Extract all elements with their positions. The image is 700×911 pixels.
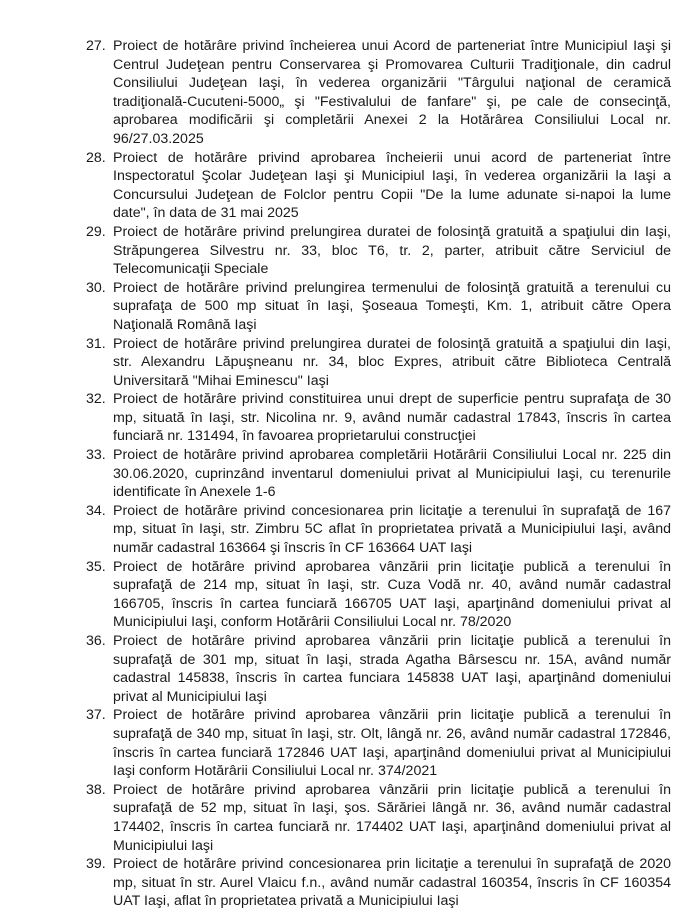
item-number: 31. <box>86 335 106 352</box>
item-text: Proiect de hotărâre privind concesionarea prin licitaţie a terenului în suprafaţă de 2020 mp, situat în str. Aurel Vlaicu f.n., având număr cadastral 160354, înscris în CF 160354 UAT Iaşi, aflat în proprietatea privată a Municipiului Iaşi <box>113 856 671 910</box>
agenda-item <box>86 390 671 446</box>
item-text: Proiect de hotărâre privind concesionarea prin licitaţie a terenului în suprafaţă de 167 mp, situat în Iaşi, str. Zimbru 5C aflat în proprietatea privată a Municipiului Iaşi, având număr cadastral 163664 şi înscris în CF 163664 UAT Iaşi <box>113 502 671 557</box>
item-number: 29. <box>86 223 106 240</box>
item-text: Proiect de hotărâre privind aprobarea vânzării prin licitaţie publică a terenului în suprafaţă de 214 mp, situat în Iaşi, str. Cuza Vodă nr. 40, având număr cadastral 166705, înscris în cartea funciară 166705 UAT Iaşi, aparţinând domeniului privat al Municipiului Iaşi, conform Hotărârii Consiliului Local nr. 78/2020 <box>113 558 671 631</box>
item-number: 37. <box>86 707 106 724</box>
item-text: Proiect de hotărâre privind prelungirea duratei de folosinţă gratuită a spaţiului din Iaşi, str. Alexandru Lăpuşneanu nr. 34, bloc Expres, atribuit către Biblioteca Centrală Universitară "Mihai Eminescu" Iaşi <box>113 335 671 389</box>
item-text: Proiect de hotărâre privind aprobarea vânzării prin licitaţie publică a terenului în suprafaţă de 301 mp, situat în Iaşi, strada Agatha Bârsescu nr. 15A, având număr cadastral 145838, înscris în cartea funciara 145838 UAT Iaşi, aparţinând domeniului privat al Municipiului Iaşi <box>113 633 671 705</box>
item-text: Proiect de hotărâre privind încheierea unui Acord de parteneriat între Municipiul Iaşi şi Centrul Judeţean pentru Conservarea şi Promovarea Culturii Tradiţionale, din cadrul Consiliului Judeţean Iaşi, în vederea organizării "Târgului naţional de ceramică tradiţională-Cucuteni-5000„ şi "Festivalului de fanfare" şi, pe cale de consecinţă, aprobarea modificării şi completării Anexei 2 la Hotărârea Consiliului Local nr. 96/27.03.2025 <box>113 38 671 147</box>
agenda-item <box>86 632 671 706</box>
item-number: 34. <box>86 502 106 519</box>
item-number: 38. <box>86 781 106 798</box>
item-number: 35. <box>86 558 106 575</box>
item-number: 32. <box>86 391 106 408</box>
item-text: Proiect de hotărâre privind aprobarea completării Hotărârii Consiliului Local nr. 225 din 30.06.2020, cuprinzând inventarul domeniului privat al Municipiului Iaşi, cu terenurile identificate în Anexele 1-6 <box>113 447 671 501</box>
item-number: 30. <box>86 279 106 296</box>
agenda-item <box>86 855 671 911</box>
item-text: Proiect de hotărâre privind aprobarea vânzării prin licitaţie publică a terenului în suprafaţă de 340 mp, situat în Iaşi, str. Olt, lângă nr. 26, având număr cadastral 172846, înscris în cartea funciară 172846 UAT Iaşi, aparţinând domeniului privat al Municipiului Iaşi conform Hotărârii Consiliului Local nr. 374/2021 <box>113 707 671 780</box>
agenda-list <box>86 37 671 911</box>
agenda-item <box>86 446 671 502</box>
agenda-item <box>86 37 671 149</box>
item-number: 28. <box>86 149 106 166</box>
item-text: Proiect de hotărâre privind aprobarea încheierii unui acord de parteneriat între Inspectoratul Şcolar Judeţean Iaşi şi Municipiul Iaşi, în vederea organizării la Iaşi a Concursului Judeţean de Folclor pentru Copii "De la lume adunate si-napoi la lume date", în data de 31 mai 2025 <box>113 149 671 222</box>
agenda-item <box>86 502 671 558</box>
agenda-item <box>86 149 671 223</box>
agenda-item <box>86 279 671 335</box>
item-text: Proiect de hotărâre privind prelungirea duratei de folosinţă gratuită a spaţiului din Iaşi, Străpungerea Silvestru nr. 33, bloc T6, tr. 2, parter, atribuit către Serviciul de Telecomunicaţii Speciale <box>113 223 671 278</box>
item-number: 36. <box>86 633 106 649</box>
agenda-item <box>86 223 671 279</box>
item-text: Proiect de hotărâre privind constituirea unui drept de superficie pentru suprafaţa de 30 mp, situată în Iaşi, str. Nicolina nr. 9, având număr cadastral 17843, înscris în cartea funciară nr. 131494, în favoarea proprietarului construcţiei <box>113 391 671 445</box>
item-text: Proiect de hotărâre privind prelungirea termenului de folosinţă gratuită a terenului cu suprafaţa de 500 mp situat în Iaşi, Şoseaua Tomeşti, Km. 1, atribuit către Opera Naţională Română Iaşi <box>113 279 671 333</box>
agenda-item <box>86 558 671 632</box>
agenda-item <box>86 781 671 855</box>
agenda-item <box>86 335 671 391</box>
item-number: 27. <box>86 38 106 54</box>
item-number: 39. <box>86 856 106 873</box>
item-number: 33. <box>86 447 106 464</box>
agenda-item <box>86 706 671 780</box>
item-text: Proiect de hotărâre privind aprobarea vânzării prin licitaţie publică a terenului în suprafaţă de 52 mp, situat în Iaşi, şos. Sărăriei lângă nr. 36, având număr cadastral 174402, înscris în cartea funciară nr. 174402 UAT Iaşi, aparţinând domeniului privat al Municipiului Iaşi <box>113 781 671 854</box>
